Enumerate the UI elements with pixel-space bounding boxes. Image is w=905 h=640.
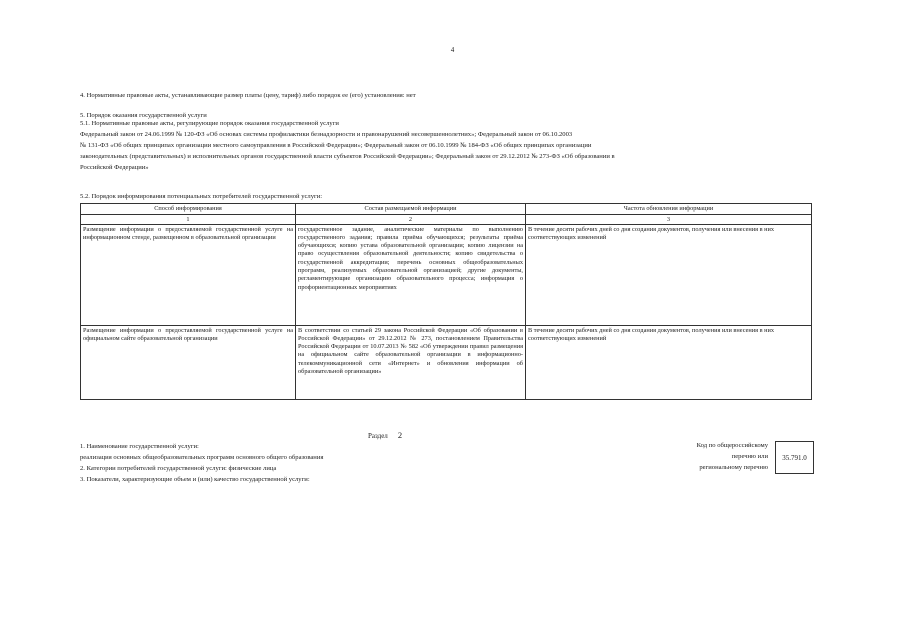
row-content: В соответствии со статьей 29 закона Российской Федерации «Об образовании в Российской Федерации» от 29.12.2012 № 273, постановлением Правительства Российской Федерации от 10.07.2013 № 582 «Об утверждении правил размещения на официальном сайте образовательной организации в информационно-телекоммуникационной сети «Интернет» и обновления информации об образовательной организации»: [296, 325, 526, 399]
consumer-category: 2. Категории потребителей государственной услуги: физические лица: [80, 465, 277, 472]
section-heading: [368, 430, 402, 440]
header-content: Состав размещаемой информации: [296, 204, 526, 215]
item5-2-title: 5.2. Порядок информирования потенциальных потребителей государственной услуги:: [80, 193, 323, 200]
column-number-1: 1: [81, 214, 296, 224]
row-method: Размещение информации о предоставляемой государственной услуге на информационном стенде, размещенном в образовательной организации: [81, 224, 296, 325]
information-table: [80, 203, 812, 400]
table-row: [81, 325, 812, 399]
service-name-label: 1. Наименование государственной услуги:: [80, 443, 199, 450]
code-label-line-1: Код по общероссийскому: [696, 442, 768, 449]
code-label: [640, 440, 768, 473]
law-line-4: Российской Федерации»: [80, 164, 149, 171]
code-label-line-2: перечню или: [731, 453, 768, 460]
law-line-1: Федеральный закон от 24.06.1999 № 120-ФЗ «Об основах системы профилактики безнадзорности и правонарушений несовершеннолетних»; Федеральный закон от 06.10.2003: [80, 131, 573, 138]
section-number: 2: [397, 430, 403, 440]
law-line-2: № 131-ФЗ «Об общих принципах организации местного самоуправления в Российской Федерации»; Федеральный закон от 06.10.1999 № 184-ФЗ «Об общих принципах организации: [80, 142, 592, 149]
column-number-3: 3: [526, 214, 812, 224]
row-frequency: В течение десяти рабочих дней со дня создания документов, получения или внесения в них соответствующих изменений: [526, 325, 812, 399]
law-line-3: законодательных (представительных) и исполнительных органов государственной власти субъектов Российской Федерации»; Федеральный закон от 29.12.2012 № 273-ФЗ «Об образовании в: [80, 153, 615, 160]
table-row: [81, 224, 812, 325]
code-label-line-3: региональному перечню: [699, 464, 768, 471]
service-code-box: [775, 441, 814, 474]
item5-1-title: 5.1. Нормативные правовые акты, регулирующие порядок оказания государственной услуги: [80, 120, 339, 127]
column-number-2: 2: [296, 214, 526, 224]
page-number: 4: [450, 46, 455, 54]
table-number-row: [81, 214, 812, 224]
item4-payment-acts: 4. Нормативные правовые акты, устанавливающие размер платы (цену, тариф) либо порядок ее (его) установления: нет: [80, 92, 416, 99]
row-content: государственное задание, аналитические материалы по выполнению государственного задания; правила приёма обучающихся; результаты приёма обучающихся; копию устава образовательной организации; копию лицензии на право осуществления образовательной деятельности; копию свидетельства о государственной аккредитации; перечень основных общеобразовательных программ, реализуемых образовательной организацией; другие документы, регламентирующие организацию образовательного процесса; информация о профориентационных мероприятиях: [296, 224, 526, 325]
row-method: Размещение информации о предоставляемой государственной услуге на официальном сайте образовательной организации: [81, 325, 296, 399]
item5-title: 5. Порядок оказания государственной услуги: [80, 112, 207, 119]
header-frequency: Частота обновления информации: [526, 204, 812, 215]
service-name-value: реализация основных общеобразовательных программ основного общего образования: [80, 454, 324, 461]
table-header-row: [81, 204, 812, 215]
section-label: Раздел: [368, 432, 388, 440]
indicators-title: 3. Показатели, характеризующие объем и (или) качество государственной услуги:: [80, 476, 310, 483]
row-frequency: В течение десяти рабочих дней со дня создания документов, получения или внесения в них соответствующих изменений: [526, 224, 812, 325]
header-method: Способ информирования: [81, 204, 296, 215]
service-code-value: 35.791.0: [782, 453, 807, 462]
